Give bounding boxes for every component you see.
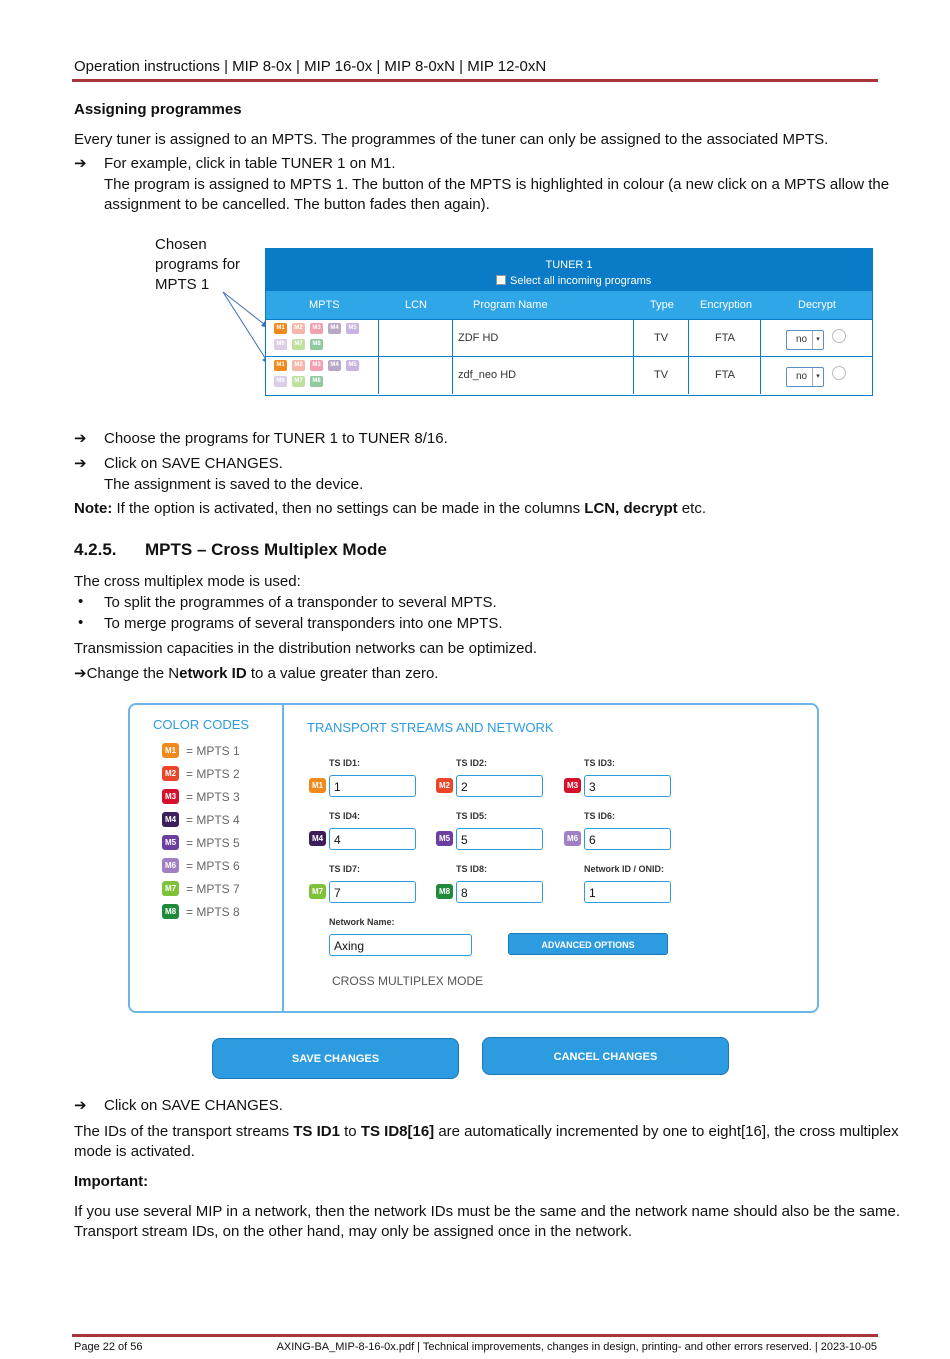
ids-paragraph-cont: mode is activated.	[74, 1143, 195, 1160]
step-text: assignment to be cancelled. The button fades then again).	[104, 196, 490, 213]
color-code-chip: M5	[162, 835, 179, 850]
save-changes-button[interactable]: SAVE CHANGES	[212, 1038, 459, 1079]
callout-text: MPTS 1	[155, 276, 210, 293]
mpts-chip-m7[interactable]: M7	[292, 339, 305, 350]
arrow-icon: ➔	[74, 665, 87, 682]
ts-id7-label: TS ID7:	[329, 864, 361, 874]
footer-text: AXING-BA_MIP-8-16-0x.pdf | Technical improvements, changes in design, printing- and other errors reserved. | 2023-10-05	[276, 1341, 877, 1353]
ts-id4-label: TS ID4:	[329, 811, 361, 821]
table-row	[266, 319, 872, 357]
color-code-label: = MPTS 8	[186, 905, 240, 919]
note-paragraph: Note: If the option is activated, then no settings can be made in the columns LCN, decrypt etc.	[74, 500, 706, 517]
color-code-chip: M4	[162, 812, 179, 827]
color-code-label: = MPTS 3	[186, 790, 240, 804]
important-paragraph: If you use several MIP in a network, then the network IDs must be the same and the network name should also be the same.	[74, 1203, 900, 1220]
transport-streams-panel	[128, 703, 819, 1013]
select-all-label: Select all incoming programs	[510, 275, 652, 287]
program-encryption: FTA	[715, 332, 735, 344]
color-code-label: = MPTS 1	[186, 744, 240, 758]
ts-id4-input[interactable]: 4	[329, 828, 416, 850]
ts-id1-input[interactable]: 1	[329, 775, 416, 797]
mpts-chip-m4[interactable]: M4	[328, 323, 341, 334]
step-text: For example, click in table TUNER 1 on M1.	[104, 155, 396, 172]
ts-id7-input[interactable]: 7	[329, 881, 416, 903]
mpts-chip-m1: M1	[309, 778, 326, 793]
ids-paragraph: The IDs of the transport streams TS ID1 to TS ID8[16] are automatically incremented by one to eight[16], the cross multiplex	[74, 1123, 899, 1140]
step-text: Click on SAVE CHANGES.	[104, 455, 283, 472]
mpts-chip-m7[interactable]: M7	[292, 376, 305, 387]
color-code-label: = MPTS 5	[186, 836, 240, 850]
ts-id8-input[interactable]: 8	[456, 881, 543, 903]
ts-id8-label: TS ID8:	[456, 864, 488, 874]
tuner-title: TUNER 1	[545, 259, 593, 271]
step-text: Choose the programs for TUNER 1 to TUNER 8/16.	[104, 430, 448, 447]
mpts-chip-m6[interactable]: M6	[274, 339, 287, 350]
program-type: TV	[654, 369, 669, 381]
ts-id2-label: TS ID2:	[456, 758, 488, 768]
section-title: MPTS – Cross Multiplex Mode	[145, 540, 387, 559]
column-header: Encryption	[700, 299, 752, 311]
network-id-input[interactable]: 1	[584, 881, 671, 903]
chevron-down-icon: ▾	[812, 368, 823, 386]
panel-divider	[282, 705, 284, 1011]
list-item: To split the programmes of a transponder to several MPTS.	[104, 594, 497, 611]
ts-id1-label: TS ID1:	[329, 758, 361, 768]
ts-id5-label: TS ID5:	[456, 811, 488, 821]
important-label: Important:	[74, 1173, 149, 1190]
color-code-label: = MPTS 4	[186, 813, 240, 827]
arrow-icon: ➔	[74, 1097, 87, 1114]
color-code-chip: M7	[162, 881, 179, 896]
page-number: Page 22 of 56	[74, 1341, 143, 1353]
mpts-chip-m2[interactable]: M2	[292, 323, 305, 334]
step-subtext: The assignment is saved to the device.	[104, 476, 364, 493]
network-name-input[interactable]: Axing	[329, 934, 472, 956]
color-code-chip: M8	[162, 904, 179, 919]
mpts-chip-m4: M4	[309, 831, 326, 846]
cross-multiplex-mode-label: CROSS MULTIPLEX MODE	[332, 974, 484, 988]
advanced-options-button[interactable]: ADVANCED OPTIONS	[508, 933, 668, 955]
section-heading-assigning: Assigning programmes	[74, 101, 242, 118]
tuner-table-title-bar	[266, 249, 872, 291]
decrypt-radio[interactable]	[832, 366, 846, 380]
column-header: LCN	[405, 299, 428, 311]
mpts-chip-m3[interactable]: M3	[310, 360, 323, 371]
ts-id3-label: TS ID3:	[584, 758, 616, 768]
network-id-label: Network ID / ONID:	[584, 864, 665, 874]
mpts-chip-m6[interactable]: M6	[274, 376, 287, 387]
ts-id3-input[interactable]: 3	[584, 775, 671, 797]
mpts-chip-m2: M2	[436, 778, 453, 793]
ts-id5-input[interactable]: 5	[456, 828, 543, 850]
chevron-down-icon: ▾	[812, 331, 823, 349]
list-item: To merge programs of several transponders into one MPTS.	[104, 615, 503, 632]
color-code-label: = MPTS 7	[186, 882, 240, 896]
color-code-label: = MPTS 6	[186, 859, 240, 873]
mpts-chip-m8[interactable]: M8	[310, 376, 323, 387]
arrow-icon: ➔	[74, 155, 87, 172]
mpts-chip-m2[interactable]: M2	[292, 360, 305, 371]
decrypt-select[interactable]: no ▾	[786, 367, 824, 387]
tuner-table	[265, 248, 873, 396]
mpts-chip-m1[interactable]: M1	[274, 360, 287, 371]
ts-id6-input[interactable]: 6	[584, 828, 671, 850]
program-type: TV	[654, 332, 669, 344]
column-header: Program Name	[473, 299, 548, 311]
decrypt-select[interactable]: no ▾	[786, 330, 824, 350]
callout-text: programs for	[155, 256, 241, 273]
section-number: 4.2.5.	[74, 540, 117, 559]
mpts-chip-m3[interactable]: M3	[310, 323, 323, 334]
mpts-chip-m5[interactable]: M5	[346, 323, 359, 334]
color-code-label: = MPTS 2	[186, 767, 240, 781]
section-intro: The cross multiplex mode is used:	[74, 573, 301, 590]
arrow-icon: ➔	[74, 455, 87, 472]
table-row	[266, 356, 872, 394]
color-code-chip: M3	[162, 789, 179, 804]
mpts-chip-m5: M5	[436, 831, 453, 846]
color-code-chip: M2	[162, 766, 179, 781]
bullet-icon: •	[78, 614, 84, 631]
mpts-chip-m8: M8	[436, 884, 453, 899]
column-header: Decrypt	[798, 299, 836, 311]
transport-streams-title: TRANSPORT STREAMS AND NETWORK	[307, 720, 554, 735]
ts-id6-label: TS ID6:	[584, 811, 616, 821]
program-encryption: FTA	[715, 369, 735, 381]
program-name: zdf_neo HD	[458, 369, 517, 381]
step-text: Click on SAVE CHANGES.	[104, 1097, 283, 1114]
mpts-chip-m3: M3	[564, 778, 581, 793]
mpts-chip-m8[interactable]: M8	[310, 339, 323, 350]
color-code-chip: M6	[162, 858, 179, 873]
tuner-table-header	[266, 291, 872, 319]
callout-text: Chosen	[155, 236, 207, 253]
header-divider	[72, 79, 878, 82]
mpts-chip-m1[interactable]: M1	[274, 323, 287, 334]
decrypt-radio[interactable]	[832, 329, 846, 343]
mpts-chip-m5[interactable]: M5	[346, 360, 359, 371]
mpts-chip-m4[interactable]: M4	[328, 360, 341, 371]
program-name: ZDF HD	[458, 332, 499, 344]
select-all-checkbox[interactable]	[496, 275, 506, 285]
footer-divider	[72, 1334, 878, 1337]
network-name-label: Network Name:	[329, 917, 395, 927]
mpts-chip-m6: M6	[564, 831, 581, 846]
column-header: MPTS	[309, 299, 340, 311]
capacity-paragraph: Transmission capacities in the distribution networks can be optimized.	[74, 640, 537, 657]
important-paragraph-cont: Transport stream IDs, on the other hand, may only be assigned once in the network.	[74, 1223, 633, 1240]
intro-paragraph: Every tuner is assigned to an MPTS. The programmes of the tuner can only be assigned to the associated MPTS.	[74, 131, 829, 148]
bullet-icon: •	[78, 593, 84, 610]
column-header: Type	[650, 299, 674, 311]
step-text: The program is assigned to MPTS 1. The button of the MPTS is highlighted in colour (a new click on a MPTS allow the	[104, 176, 890, 193]
color-codes-title: COLOR CODES	[153, 717, 250, 732]
mpts-chip-m7: M7	[309, 884, 326, 899]
cancel-changes-button[interactable]: CANCEL CHANGES	[482, 1037, 729, 1075]
color-code-chip: M1	[162, 743, 179, 758]
arrow-icon: ➔	[74, 430, 87, 447]
ts-id2-input[interactable]: 2	[456, 775, 543, 797]
page-header: Operation instructions | MIP 8-0x | MIP 16-0x | MIP 8-0xN | MIP 12-0xN	[74, 58, 547, 75]
change-instruction: ➔Change the Network ID to a value greater than zero.	[74, 665, 439, 682]
